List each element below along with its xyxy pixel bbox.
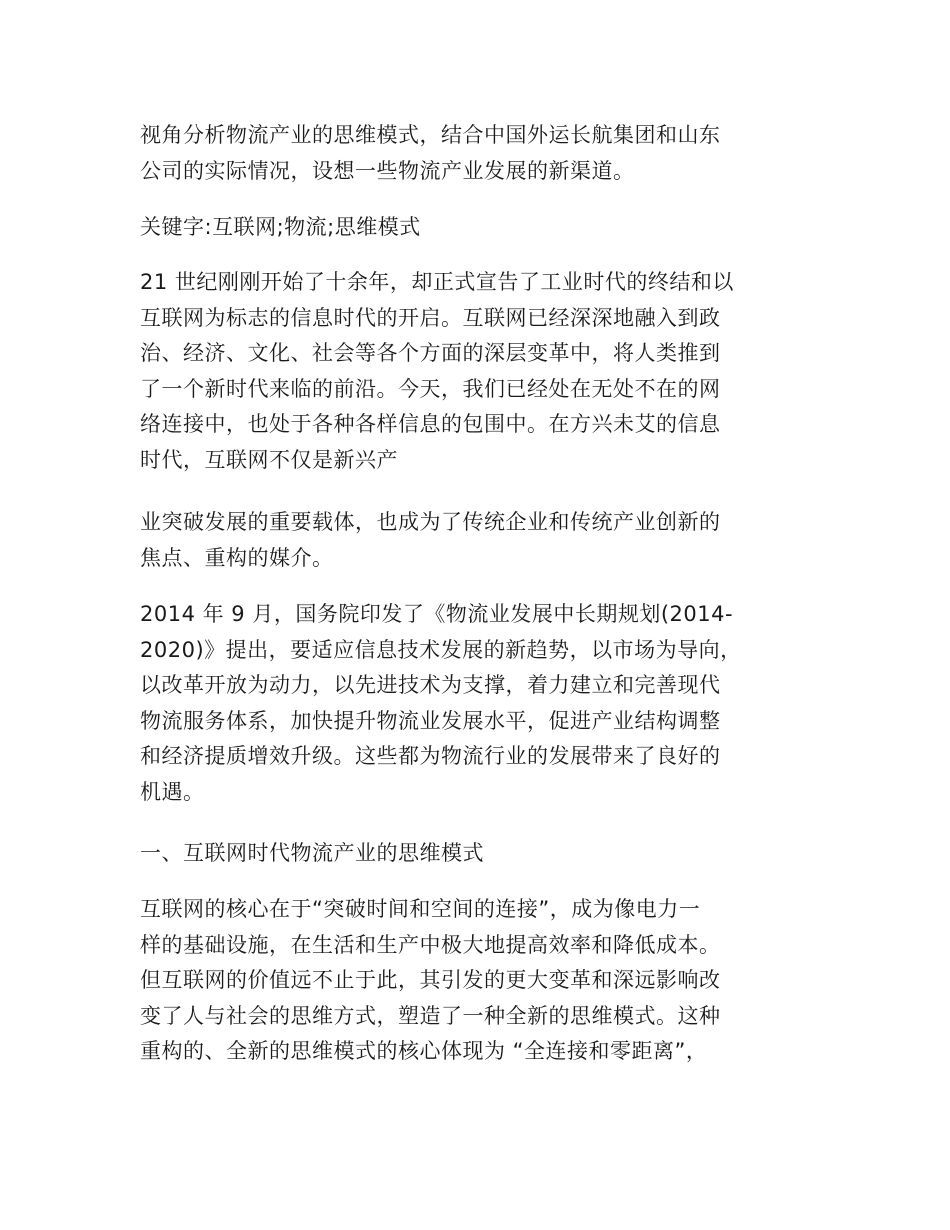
text-line: 重构的、全新的思维模式的核心体现为 “全连接和零距离”，	[140, 1039, 708, 1063]
text-line: 了一个新时代来临的前沿。今天，我们已经处在无处不在的网	[140, 376, 721, 401]
text-line: 关键字:互联网;物流;思维模式	[140, 215, 421, 239]
text-line: 2014 年 9 月，国务院印发了《物流业发展中长期规划(2014-	[140, 602, 734, 626]
body-paragraph	[140, 265, 830, 478]
text-line: 一、互联网时代物流产业的思维模式	[140, 841, 484, 865]
text-line: 以改革开放为动力，以先进技术为支撑，着力建立和完善现代	[140, 673, 721, 697]
body-paragraph	[140, 892, 830, 1070]
intro-paragraph	[140, 118, 830, 189]
text-line: 2020)》提出，要适应信息技术发展的新趋势，以市场为导向，	[140, 637, 742, 662]
text-line: 时代，互联网不仅是新兴产	[140, 447, 398, 472]
keywords-line	[140, 210, 830, 246]
text-line: 但互联网的价值远不止于此，其引发的更大变革和深远影响改	[140, 968, 721, 992]
text-line: 业突破发展的重要载体，也成为了传统企业和传统产业创新的	[140, 510, 721, 534]
text-line: 物流服务体系，加快提升物流业发展水平，促进产业结构调整	[140, 708, 721, 733]
text-line: 和经济提质增效升级。这些都为物流行业的发展带来了良好的	[140, 744, 721, 768]
text-line: 互联网的核心在于“突破时间和空间的连接”，成为像电力一	[140, 897, 701, 921]
text-line: 21 世纪刚刚开始了十余年，却正式宣告了工业时代的终结和以	[140, 270, 734, 294]
body-paragraph	[140, 597, 830, 810]
text-line: 焦点、重构的媒介。	[140, 545, 334, 570]
text-line: 公司的实际情况，设想一些物流产业发展的新渠道。	[140, 158, 635, 183]
text-line: 互联网为标志的信息时代的开启。互联网已经深深地融入到政	[140, 305, 721, 330]
section-heading	[140, 836, 830, 872]
text-line: 变了人与社会的思维方式，塑造了一种全新的思维模式。这种	[140, 1003, 721, 1028]
body-paragraph	[140, 505, 830, 576]
text-line: 治、经济、文化、社会等各个方面的深层变革中，将人类推到	[140, 341, 721, 365]
text-line: 机遇。	[140, 779, 205, 804]
text-line: 样的基础设施，在生活和生产中极大地提高效率和降低成本。	[140, 932, 721, 957]
text-line: 络连接中，也处于各种各样信息的包围中。在方兴未艾的信息	[140, 412, 721, 436]
text-line: 视角分析物流产业的思维模式，结合中国外运长航集团和山东	[140, 123, 721, 147]
